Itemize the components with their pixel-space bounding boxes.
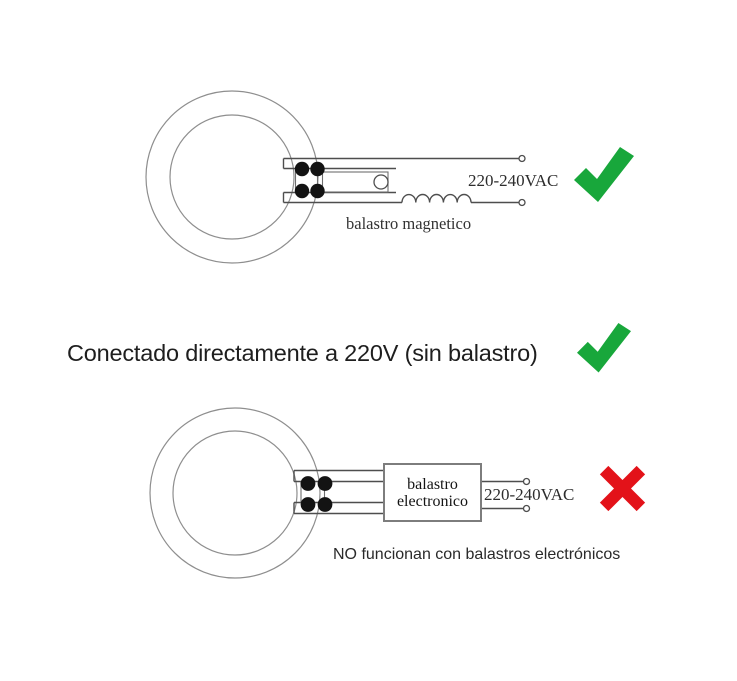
lamp-pin-dot — [295, 162, 309, 176]
top-voltage-label: 220-240VAC — [468, 171, 559, 190]
lamp-ring-outer — [150, 408, 320, 578]
lamp-pin-dot — [295, 184, 309, 198]
inductor-coil — [402, 195, 521, 203]
cross-icon — [600, 466, 645, 511]
starter-circle — [374, 175, 388, 189]
electronic-ballast-box — [383, 463, 482, 522]
bottom-voltage-label: 220-240VAC — [484, 485, 575, 504]
lamp-pin-dot — [318, 476, 333, 491]
lamp-pin-dot — [301, 476, 316, 491]
lamp-ring-outer — [146, 91, 318, 263]
lamp-ring-inner — [173, 431, 297, 555]
magnetic-ballast-diagram — [146, 91, 634, 263]
box-label-line2: electronico — [396, 492, 469, 510]
supply-terminal-top — [519, 156, 525, 162]
box-label-line1: balastro — [407, 475, 458, 493]
caption-check-icon — [577, 323, 631, 373]
lamp-pin-dot — [310, 162, 324, 176]
supply-terminal-top — [524, 479, 530, 485]
direct-connection-caption: Conectado directamente a 220V (sin balastro) — [67, 340, 538, 366]
lamp-ring-inner — [170, 115, 294, 239]
magnetic-ballast-label: balastro magnetico — [346, 214, 472, 233]
supply-terminal-bottom — [524, 506, 530, 512]
lamp-pin-dot — [318, 497, 333, 512]
electronic-ballast-note: NO funcionan con balastros electrónicos — [333, 546, 621, 563]
lamp-pin-dot — [301, 497, 316, 512]
supply-terminal-bottom — [519, 200, 525, 206]
lamp-pin-dot — [310, 184, 324, 198]
check-icon — [574, 147, 634, 202]
